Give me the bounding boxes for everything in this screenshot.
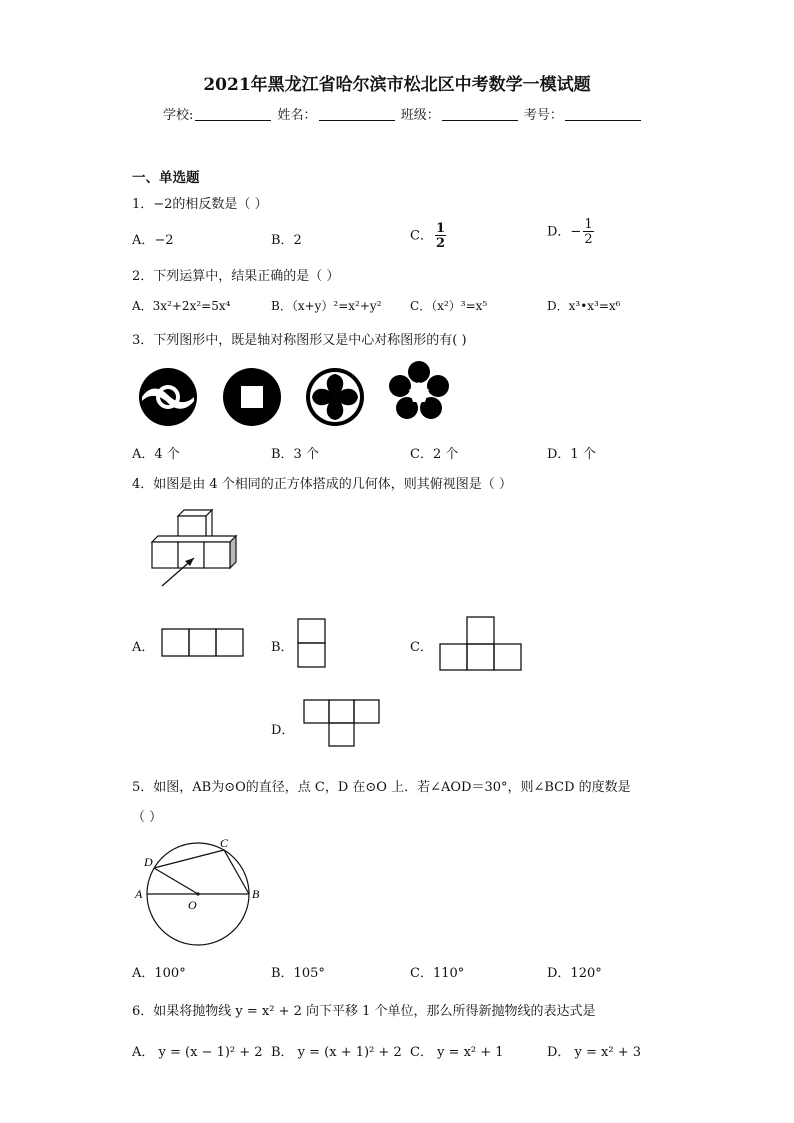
exam-no-blank[interactable] bbox=[565, 120, 641, 121]
q6-option-d: D． y = x² + 3 bbox=[547, 1045, 642, 1060]
q4-stem: 4．如图是由 4 个相同的正方体搭成的几何体，则其俯视图是（ ） bbox=[132, 477, 512, 492]
q4-option-a-figure bbox=[161, 628, 245, 658]
section-heading: 一、单选题 bbox=[132, 170, 200, 186]
exam-no-label: 考号： bbox=[523, 108, 563, 123]
q1-c-denominator: 2 bbox=[435, 236, 445, 251]
q4-option-d-figure bbox=[303, 699, 383, 749]
q6-option-b: B． y = (x + 1)² + 2 bbox=[271, 1045, 402, 1060]
q5-stem-cont: （ ） bbox=[132, 810, 163, 825]
label-d: D bbox=[144, 855, 153, 869]
q4-option-c-figure bbox=[439, 616, 523, 672]
q2-stem: 2．下列运算中，结果正确的是（ ） bbox=[132, 269, 340, 284]
q2-option-a: A．3x²+2x²=5x⁴ bbox=[132, 299, 231, 313]
q3-option-a: A．4 个 bbox=[132, 447, 180, 462]
q5-circle-figure bbox=[130, 832, 270, 952]
q1-d-numerator: 1 bbox=[584, 217, 593, 232]
q1-stem: 1．−2的相反数是（ ） bbox=[132, 197, 268, 212]
q6-option-c: C． y = x² + 1 bbox=[410, 1045, 504, 1060]
q4-cube-figure bbox=[140, 508, 250, 593]
school-label: 学校: bbox=[163, 108, 194, 123]
q1-c-numerator: 1 bbox=[435, 221, 445, 236]
q3-option-d: D．1 个 bbox=[547, 447, 596, 462]
q2-option-c: C．（x²）³=x⁵ bbox=[410, 299, 488, 313]
q3-figure-4 bbox=[388, 360, 450, 422]
q4-option-a-label: A． bbox=[132, 640, 155, 655]
q3-option-c: C．2 个 bbox=[410, 447, 459, 462]
q5-option-c: C．110° bbox=[410, 966, 465, 981]
label-c: C bbox=[220, 836, 229, 850]
name-label: 姓名： bbox=[277, 108, 317, 123]
q1-option-c-label: C． bbox=[410, 228, 433, 244]
q1-option-d bbox=[547, 218, 594, 246]
label-a: A bbox=[135, 887, 143, 901]
class-blank[interactable] bbox=[442, 120, 518, 121]
q3-figure-1 bbox=[138, 367, 198, 427]
q5-stem: 5．如图，AB为⊙O的直径，点 C，D 在⊙O 上．若∠AOD＝30°，则∠BCD 的度数是 bbox=[132, 780, 631, 795]
q4-option-b-label: B． bbox=[271, 640, 294, 655]
q5-option-b: B．105° bbox=[271, 966, 325, 981]
page-title: 2021年黑龙江省哈尔滨市松北区中考数学一模试题 bbox=[203, 75, 591, 95]
q4-option-c-label: C． bbox=[410, 640, 433, 655]
q5-option-d: D．120° bbox=[547, 966, 602, 981]
student-info-line bbox=[163, 104, 643, 123]
q1-option-a: A．−2 bbox=[132, 233, 174, 248]
q2-option-d: D．x³•x³=x⁶ bbox=[547, 299, 621, 313]
q1-option-c bbox=[410, 222, 446, 250]
q4-option-d-label: D． bbox=[271, 723, 295, 738]
class-label: 班级： bbox=[400, 108, 440, 123]
school-blank[interactable] bbox=[195, 120, 271, 121]
q1-option-d-label: D．− bbox=[547, 224, 582, 240]
q5-option-a: A．100° bbox=[132, 966, 186, 981]
q6-stem: 6．如果将抛物线 y = x² + 2 向下平移 1 个单位，那么所得新抛物线的表达式是 bbox=[132, 1004, 596, 1019]
q6-option-a: A． y = (x − 1)² + 2 bbox=[132, 1045, 263, 1060]
q4-option-b-figure bbox=[297, 618, 327, 670]
q2-option-b: B．（x+y）²=x²+y² bbox=[271, 299, 382, 313]
label-b: B bbox=[252, 887, 260, 901]
q3-figure-3 bbox=[304, 366, 366, 428]
q3-option-b: B．3 个 bbox=[271, 447, 319, 462]
q1-option-b: B．2 bbox=[271, 233, 302, 248]
q3-stem: 3．下列图形中，既是轴对称图形又是中心对称图形的有( ) bbox=[132, 333, 467, 348]
q3-figure-2 bbox=[222, 367, 282, 427]
name-blank[interactable] bbox=[319, 120, 395, 121]
q1-d-denominator: 2 bbox=[584, 232, 593, 247]
label-o: O bbox=[188, 898, 197, 912]
